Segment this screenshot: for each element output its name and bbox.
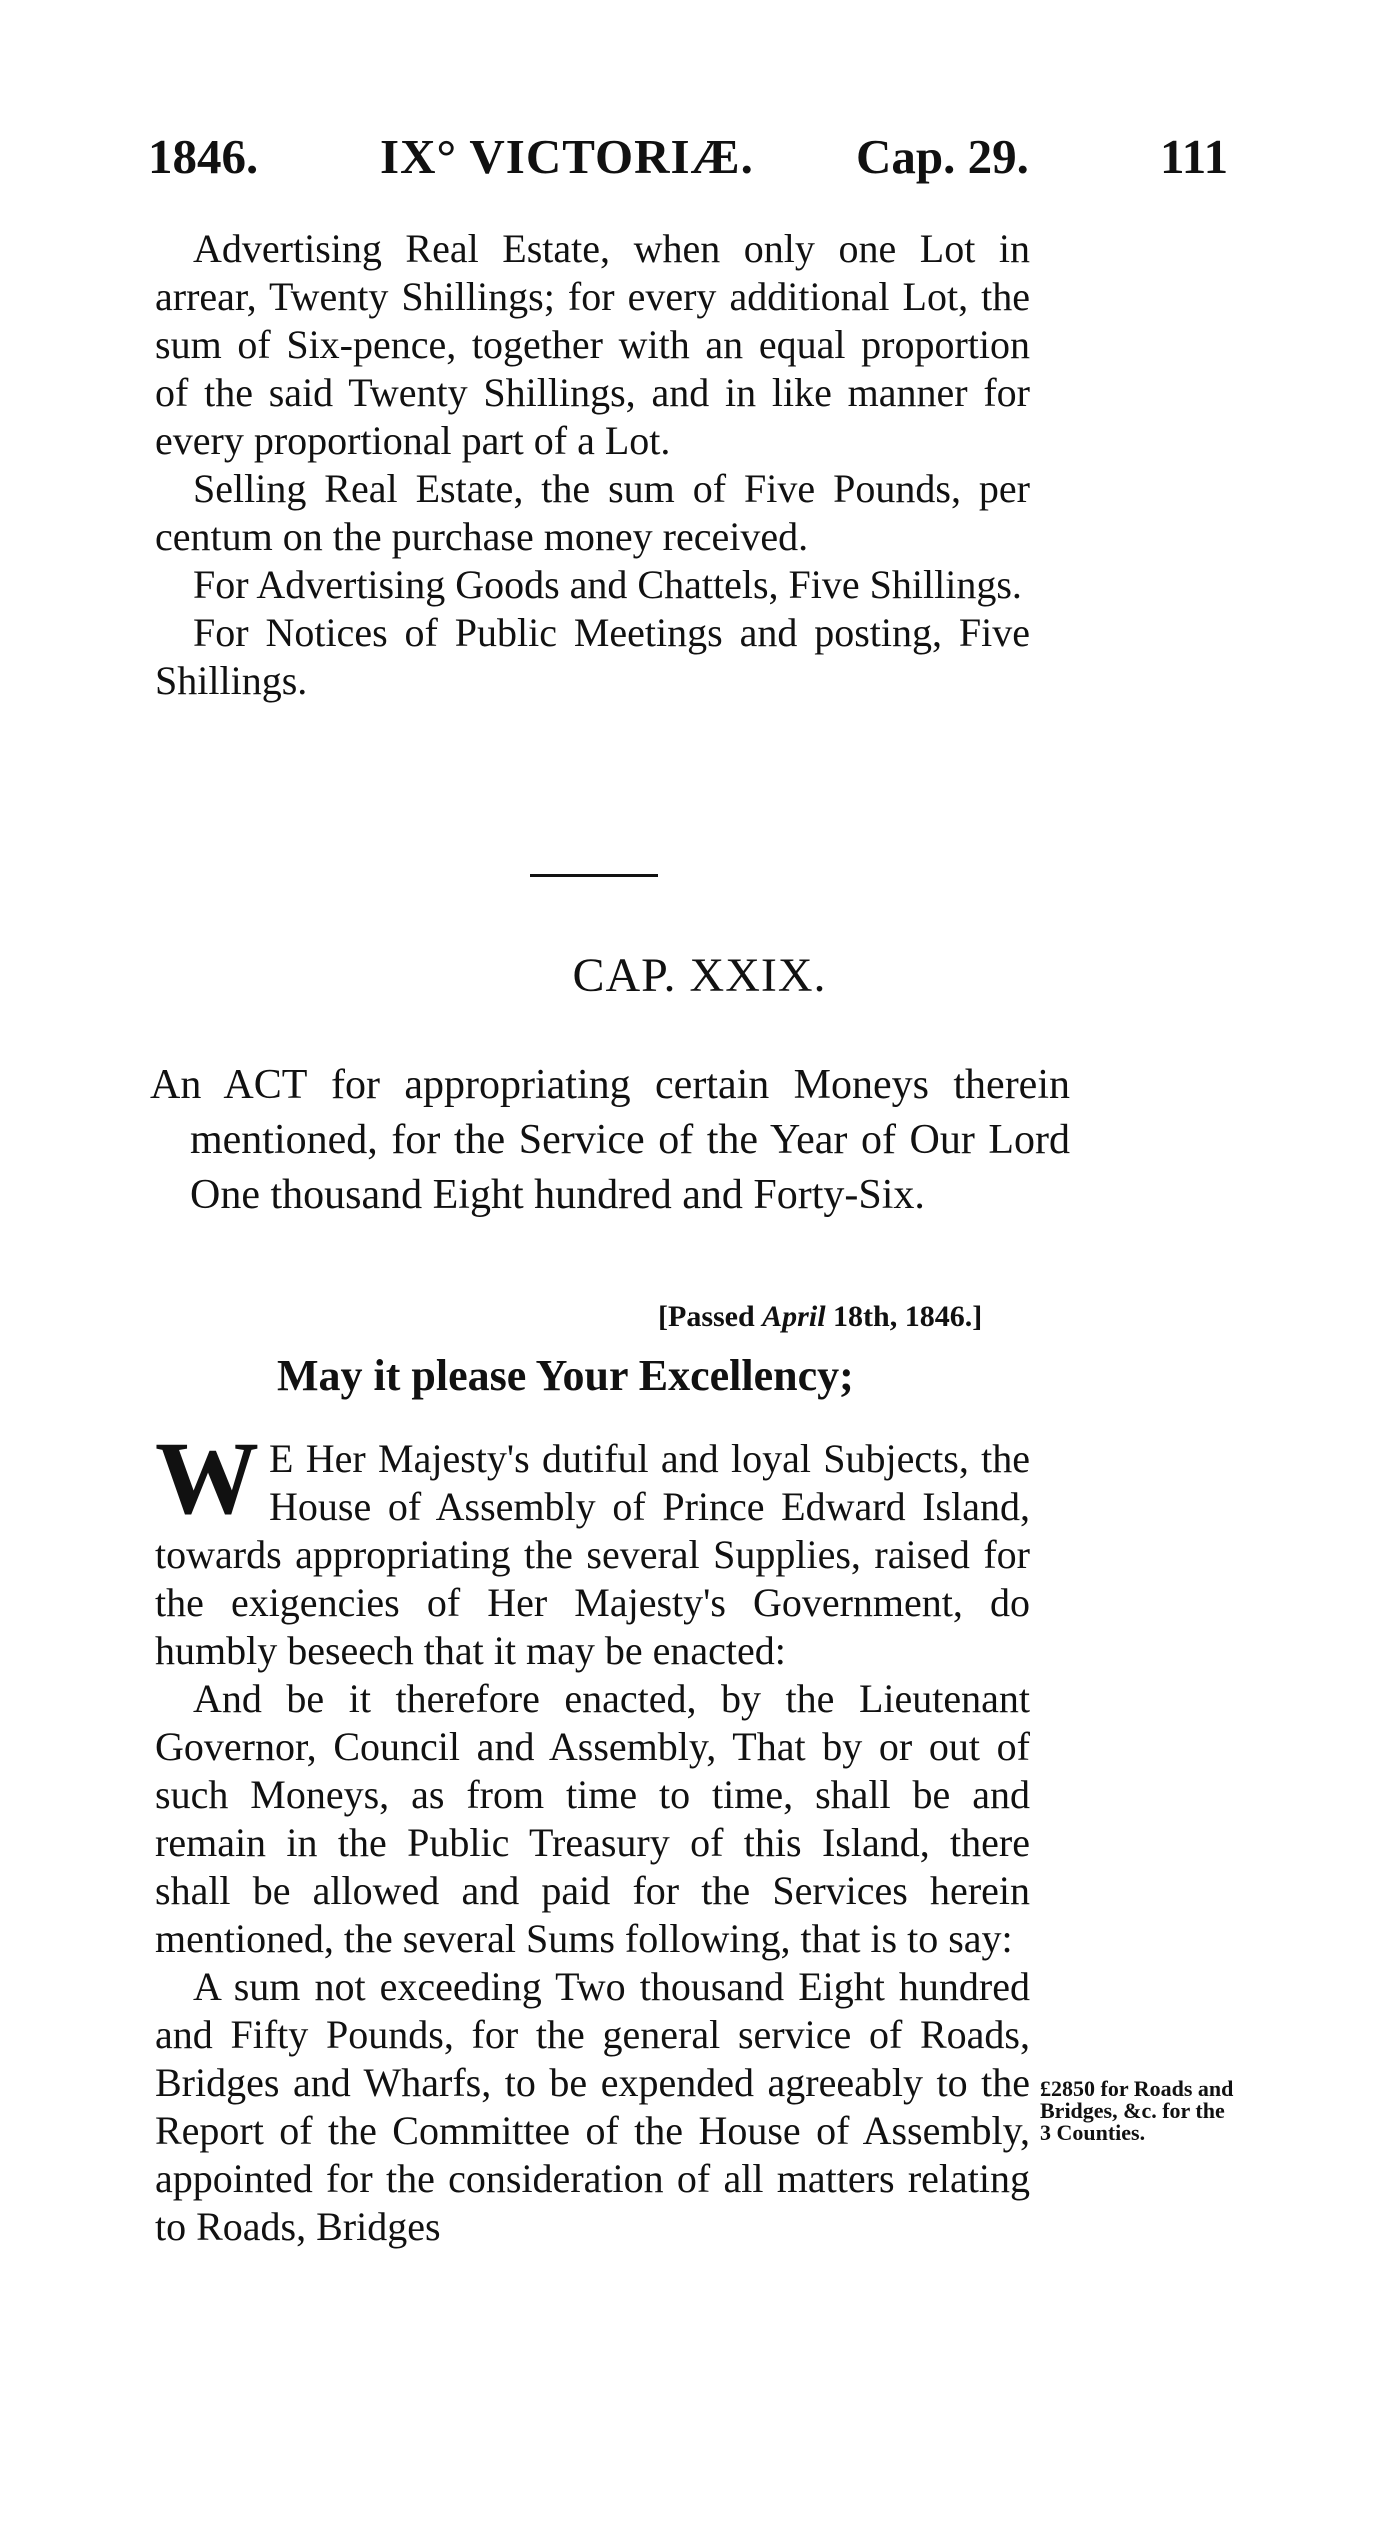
header-title: IX° VICTORIÆ. [380, 129, 754, 184]
preamble-text: Her Majesty's dutiful and loyal Subjects, the House of Assembly of Prince Edward Island, towards appropriating the several Supplies, raised for the exigencies of Her Majesty's Government, do humbly beseech that it may be enacted: [155, 1436, 1030, 1673]
chapter-heading: CAP. XXIX. [572, 949, 827, 1002]
margin-note: £2850 for Roads and Bridges, &c. for the 3 Counties. [1040, 2076, 1234, 2145]
passed-date [658, 1300, 982, 1334]
preamble-first-letters: E [269, 1436, 294, 1481]
passed-day-year: 18th, 1846.] [833, 1300, 983, 1333]
fee-advertising-real-estate: Advertising Real Estate, when only one Lot in arrear, Twenty Shillings; for every additional Lot, the sum of Six-pence, together with an equal proportion of the said Twenty Shillings, and in like manner for every proportional part of a Lot. [155, 226, 1030, 463]
salutation: May it please Your Excellency; [277, 1351, 854, 1400]
drop-cap: W [155, 1421, 259, 1536]
fee-advertising-goods: For Advertising Goods and Chattels, Five Shillings. [193, 562, 1022, 607]
act-title: An ACT for appropriating certain Moneys therein mentioned, for the Service of the Year of Our Lord One thousand Eight hundred and Forty-Six. [150, 1062, 1070, 1218]
enacting-clause: And be it therefore enacted, by the Lieutenant Governor, Council and Assembly, That by or out of such Moneys, as from time to time, shall be and remain in the Public Treasury of this Island, there shall be allowed and paid for the Services herein mentioned, the several Sums following, that is to say: [155, 1676, 1030, 1961]
section-divider [530, 874, 658, 877]
header-chapter: Cap. 29. [856, 129, 1029, 184]
fee-public-notices: For Notices of Public Meetings and posting, Five Shillings. [155, 610, 1030, 703]
preamble [155, 1421, 1030, 1675]
passed-prefix: [Passed [658, 1300, 755, 1333]
passed-month: April [762, 1300, 826, 1333]
header-year: 1846. [148, 129, 259, 184]
appropriation-item-roads: A sum not exceeding Two thousand Eight hundred and Fifty Pounds, for the general service of Roads, Bridges and Wharfs, to be expended agreeably to the Report of the Committee of the House of Assembly, appointed for the consideration of all matters relating to Roads, Bridges [155, 1964, 1030, 2249]
act-body [155, 1421, 1030, 2251]
page-number: 111 [1160, 129, 1229, 184]
fee-selling-real-estate: Selling Real Estate, the sum of Five Pounds, per centum on the purchase money received. [155, 466, 1030, 559]
running-header [148, 128, 1228, 198]
fee-schedule-continuation [155, 225, 1030, 705]
